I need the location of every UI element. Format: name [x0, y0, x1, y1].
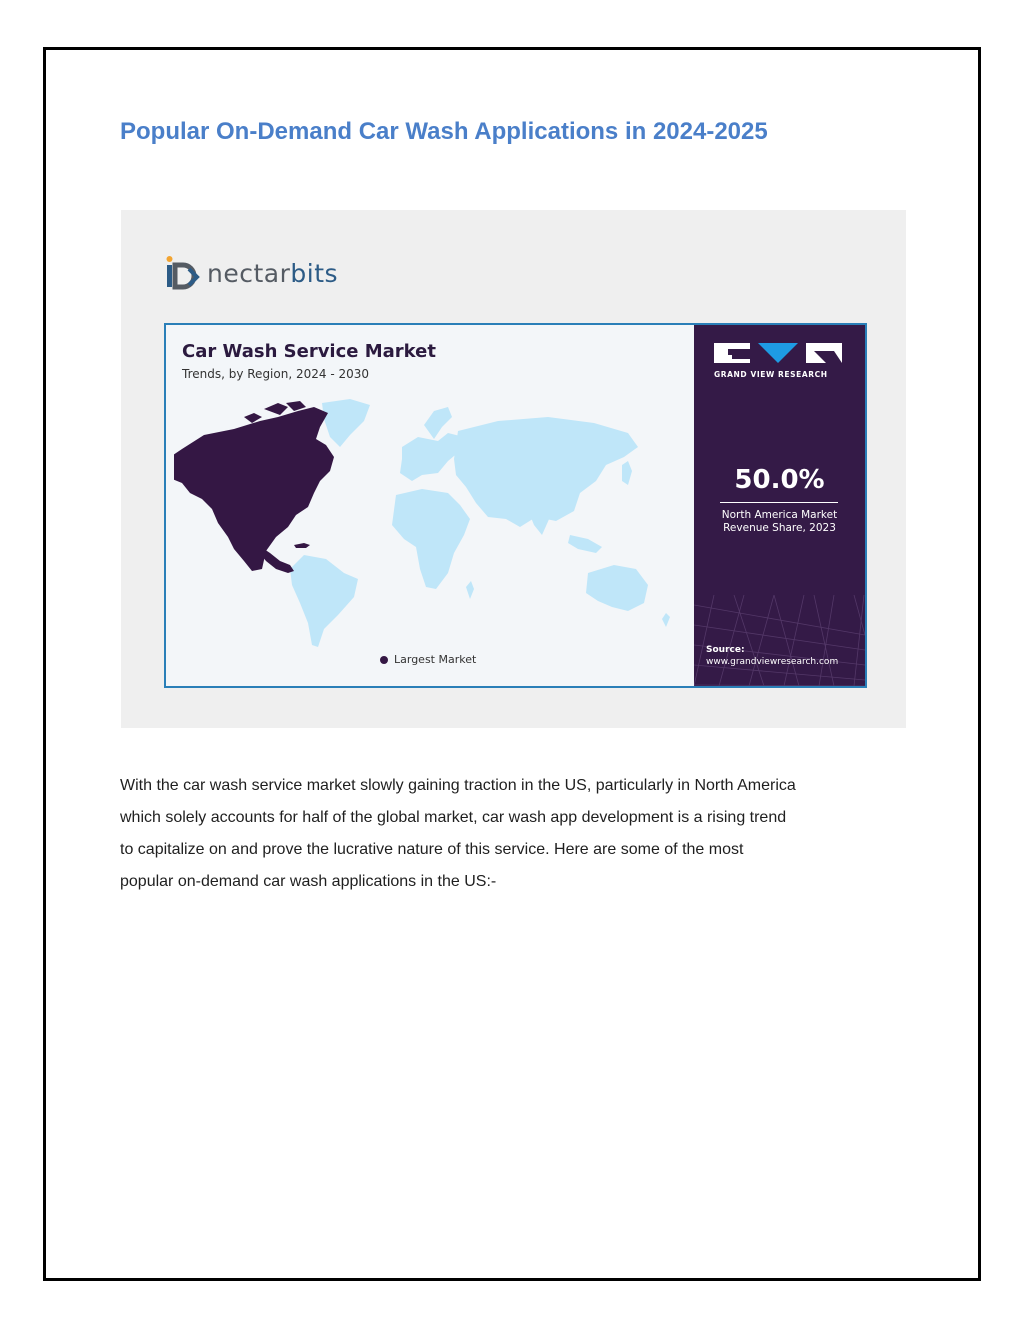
grand-view-research-logo [714, 343, 842, 365]
logo-text-main: nectar [207, 258, 291, 288]
body-line: popular on-demand car wash applications in the US:- [120, 873, 497, 890]
north-america-highlight [174, 401, 334, 573]
body-line: which solely accounts for half of the global market, car wash app development is a rising trend [120, 809, 787, 826]
nectarbits-logo [165, 253, 338, 293]
stats-sidebar [694, 325, 865, 686]
page-title: Popular On-Demand Car Wash Applications in 2024-2025 [120, 118, 768, 145]
logo-text-accent: bits [290, 258, 339, 288]
map-panel [166, 325, 694, 686]
body-paragraph [120, 770, 910, 898]
market-card [164, 323, 867, 688]
market-figure [121, 210, 906, 728]
body-line: With the car wash service market slowly gaining traction in the US, particularly in North America [120, 777, 796, 794]
stat-label-line2: Revenue Share, 2023 [723, 522, 836, 534]
world-map [174, 395, 684, 650]
card-title: Car Wash Service Market [182, 341, 436, 362]
grid-pattern [694, 595, 865, 686]
stat-divider [720, 502, 838, 503]
stat-label [694, 509, 865, 535]
body-line: to capitalize on and prove the lucrative nature of this service. Here are some of the most [120, 841, 744, 858]
nectarbits-logo-icon [165, 253, 205, 293]
legend-dot [380, 656, 388, 664]
publisher-name: GRAND VIEW RESEARCH [714, 370, 828, 379]
stat-value: 50.0% [734, 465, 825, 495]
other-regions [290, 399, 670, 647]
nectarbits-logo-text [207, 259, 338, 288]
source-label: Source: [706, 645, 745, 655]
card-subtitle: Trends, by Region, 2024 - 2030 [182, 367, 370, 381]
legend-label: Largest Market [394, 653, 477, 666]
map-legend [380, 653, 476, 666]
source-url: www.grandviewresearch.com [706, 657, 839, 667]
stat-label-line1: North America Market [721, 509, 838, 521]
